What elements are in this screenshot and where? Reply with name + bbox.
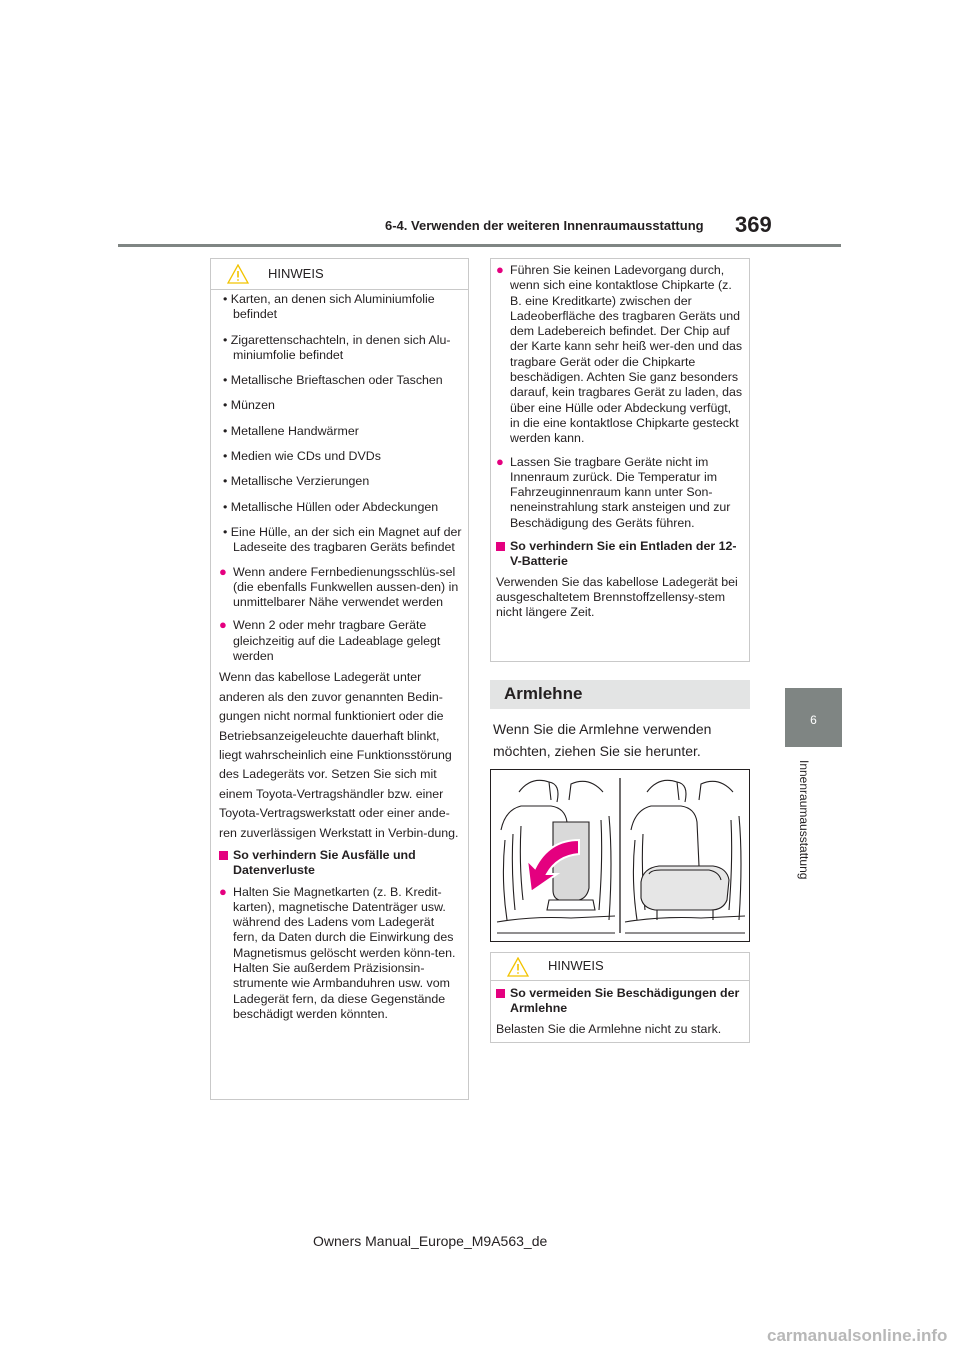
list-item: • Metallene Handwärmer [223,423,359,438]
warning-icon [227,264,249,284]
circle-item [219,885,462,1023]
sub-heading [496,539,744,570]
note-box-left [210,258,469,1100]
note-content [496,986,744,1037]
circle-bullet-icon: ● [496,453,504,469]
note-content [496,263,744,621]
sub-heading-text: So verhindern Sie Ausfälle und Datenverluste [233,848,416,878]
circle-bullet-icon: ● [219,563,227,579]
chapter-label [797,760,817,910]
circle-item [496,263,744,447]
circle-item [219,618,462,664]
note-paragraph: Wenn das kabellose Ladegerät unter anderen als den zuvor genannten Bedin-gungen nicht normal funktioniert oder die Betriebsanzeigeleuchte dauerhaft blinkt, liegt wahrscheinlich eine Funktionsstörung des Ladegeräts vor. Setzen Sie sich mit einem Toyota-Vertragshändler bzw. einer Toyota-Vertragswerkstatt oder einer ande-ren zuverlässigen Werkstatt in Verbin-dung. [219,670,459,840]
circle-bullet-icon: ● [219,883,227,899]
page-number: 369 [735,212,772,237]
armrest-illustration [490,769,750,942]
footer-text: Owners Manual_Europe_M9A563_de [313,1233,548,1249]
list-item: • Metallische Verzierungen [223,474,370,489]
list-item: • Münzen [223,398,275,413]
list-item: • Metallische Brieftaschen oder Taschen [223,373,443,388]
warning-icon [507,957,529,977]
square-bullet-icon [219,851,228,860]
circle-item-text: Wenn andere Fernbedienungsschlüs-sel (die ebenfalls Funkwellen aussen-den) in unmittelbarer Nähe verwendet werden [233,564,459,610]
watermark: carmanualsonline.info [767,1326,948,1345]
circle-item-text: Wenn 2 oder mehr tragbare Geräte gleichzeitig auf die Ladeablage gelegt werden [233,618,441,664]
header-rule [118,244,841,247]
circle-item-text: Halten Sie Magnetkarten (z. B. Kredit-karten), magnetische Datenträger usw. während des Ladens vom Ladegerät fern, da Daten durch die Einwirkung des Magnetismus gelöscht werden könn-ten. Halten Sie außerdem Präzisionsin-strumente wie Armbanduhren usw. vom Ladegerät fern, da diese Gegenstände beschädigt werden könnten. [233,884,456,1021]
square-bullet-icon [496,989,505,998]
note-content [219,292,462,1022]
circle-item-text: Führen Sie keinen Ladevorgang durch, wenn sich eine kontaktlose Chipkarte (z. B. eine Kreditkarte) zwischen der Ladeoberfläche des tragbaren Geräts und dem Ladebereich befindet. Der Chip auf der Karte kann sehr heiß wer-den und das tragbare Gerät oder die Chipkarte beschädigen. Achten Sie ganz besonders darauf, kein tragbares Gerät zu laden, das über eine Hülle oder Abdeckung verfügt, in die eine kontaktlose Chipkarte gesteckt werden kann. [510,263,743,446]
circle-item [496,455,744,531]
list-item: • Medien wie CDs und DVDs [223,449,381,464]
note-heading: HINWEIS [548,958,604,973]
armrest-drawing [491,770,749,941]
sub-heading [219,848,462,879]
note-paragraph: Verwenden Sie das kabellose Ladegerät bei ausgeschaltetem Brennstoffzellensy-stem nicht längere Zeit. [496,574,738,620]
list-item: • Metallische Hüllen oder Abdeckungen [223,499,439,514]
section-heading-box [490,680,750,709]
sub-heading [496,986,744,1017]
section-heading: Armlehne [504,684,583,703]
note-divider [491,980,749,981]
sub-heading-text: So vermeiden Sie Beschädigungen der Armlehne [510,986,740,1016]
note-divider [211,289,468,290]
note-heading: HINWEIS [268,266,324,281]
list-item: • Karten, an denen sich Aluminiumfolie befindet [223,292,435,322]
note-paragraph: Belasten Sie die Armlehne nicht zu stark. [496,1021,722,1036]
square-bullet-icon [496,542,505,551]
armrest-text: Wenn Sie die Armlehne verwenden möchten, ziehen Sie sie herunter. [493,721,712,759]
list-item: • Eine Hülle, an der sich ein Magnet auf der Ladeseite des tragbaren Geräts befindet [223,524,462,555]
circle-item-text: Lassen Sie tragbare Geräte nicht im Innenraum zurück. Die Temperatur im Fahrzeuginnenraum kann unter Son-neneinstrahlung stark ansteigen und zur Beschädigung des Geräts führen. [510,454,731,530]
note-box-right [490,258,750,662]
chapter-number: 6 [810,713,817,727]
circle-bullet-icon: ● [496,262,504,277]
circle-bullet-icon: ● [219,617,227,633]
circle-item [219,565,462,611]
note-box-bottom [490,952,750,1043]
chapter-label-text: Innenraumausstattung [797,760,811,880]
sub-heading-text: So verhindern Sie ein Entladen der 12-V-Batterie [510,539,737,569]
list-item: • Zigarettenschachteln, in denen sich Alu-miniumfolie befindet [223,332,451,362]
section-title: 6-4. Verwenden der weiteren Innenraumausstattung [385,218,704,233]
